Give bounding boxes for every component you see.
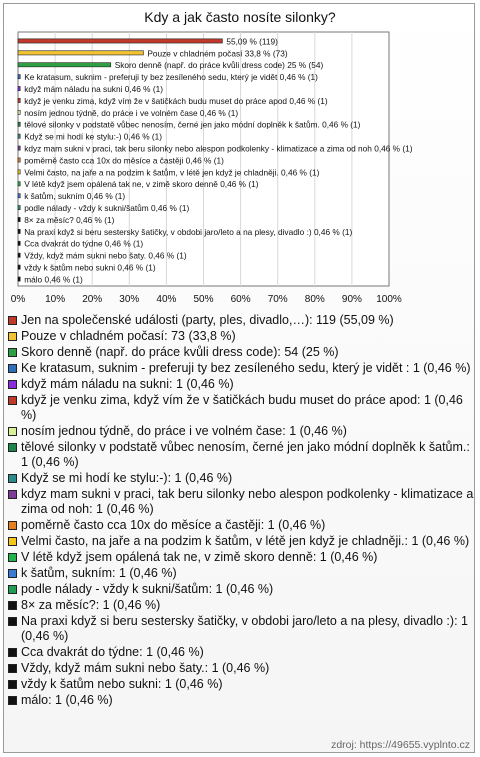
legend-label: Jen na společenské události (party, ples, divadlo,…): 119 (55,09 %) xyxy=(21,313,394,327)
legend-swatch xyxy=(8,617,17,626)
legend-swatch xyxy=(8,664,17,673)
legend-swatch xyxy=(8,537,17,546)
legend-item xyxy=(8,614,474,644)
legend-label: Velmi často, na jaře a na podzim k šatům, v létě jen když je chladněji.: 1 (0,46 %) xyxy=(21,534,470,548)
legend-item xyxy=(8,487,474,517)
bar xyxy=(18,229,20,233)
legend-item xyxy=(8,598,474,613)
bar-data-label: vždy k šatům nebo sukni 0,46 % (1) xyxy=(24,262,156,273)
x-tick-label: 20% xyxy=(82,294,103,305)
legend-label: Vždy, když mám sukni nebo šaty.: 1 (0,46 %) xyxy=(21,661,270,675)
bar xyxy=(18,253,20,257)
legend-item xyxy=(8,424,474,439)
legend-label: Na praxi když si beru sestersky šatičky, v obdobi jaro/leto a na plesy, divadlo :): 1 (0,46 %) xyxy=(21,614,468,643)
legend-label: Skoro denně (např. do práce kvůli dress code): 54 (25 %) xyxy=(21,345,339,359)
bar-data-label: 55,09 % (119) xyxy=(226,36,278,47)
bar xyxy=(18,75,20,79)
legend-item xyxy=(8,440,474,470)
bar xyxy=(18,194,20,198)
legend-swatch xyxy=(8,490,17,499)
bar-data-label: Na praxi když si beru sestersky šatičky, v obdobi jaro/leto a na plesy, divadlo :) 0,46 % (1) xyxy=(24,226,353,237)
bar-data-label: málo 0,46 % (1) xyxy=(24,274,83,285)
bar xyxy=(18,158,20,162)
legend-swatch xyxy=(8,696,17,705)
legend-item xyxy=(8,550,474,565)
bar-chart xyxy=(0,0,480,310)
legend-label: podle nálady - vždy k sukni/šatům: 1 (0,46 %) xyxy=(21,582,274,596)
legend-label: když mám náladu na sukni: 1 (0,46 %) xyxy=(21,377,234,391)
bar xyxy=(18,170,20,174)
bar xyxy=(18,206,20,210)
legend-item xyxy=(8,393,474,423)
bar-data-label: když je venku zima, když vím že v šatičkách budu muset do práce apod 0,46 % (1) xyxy=(24,95,328,106)
x-tick-label: 90% xyxy=(341,294,362,305)
legend-swatch xyxy=(8,474,17,483)
bar xyxy=(18,110,20,114)
legend-swatch xyxy=(8,316,17,325)
legend-item xyxy=(8,471,474,486)
legend-label: Pouze v chladném počasí: 73 (33,8 %) xyxy=(21,329,236,343)
x-tick-label: 100% xyxy=(376,294,402,305)
legend-item xyxy=(8,377,474,392)
legend-item xyxy=(8,361,474,376)
bar xyxy=(18,122,20,126)
bar-data-label: poměrně často cca 10x do měsíce a častěji 0,46 % (1) xyxy=(24,155,224,166)
legend-swatch xyxy=(8,601,17,610)
bar xyxy=(18,241,20,245)
x-tick-label: 60% xyxy=(230,294,251,305)
legend-swatch xyxy=(8,648,17,657)
legend-item xyxy=(8,534,474,549)
legend-swatch xyxy=(8,443,17,452)
bar xyxy=(18,265,20,269)
legend-label: vždy k šatům nebo sukni: 1 (0,46 %) xyxy=(21,677,223,691)
legend-label: když je venku zima, když vím že v šatičkách budu muset do práce apod: 1 (0,46 %) xyxy=(21,393,463,422)
legend-label: kdyz mam sukni v praci, tak beru silonky nebo alespon podkolenky - klimatizace a zima od noh: 1 (0,46 %) xyxy=(21,487,474,516)
bar xyxy=(18,39,222,43)
bar-data-label: V létě když jsem opálená tak ne, v zimě skoro denně 0,46 % (1) xyxy=(24,179,259,190)
bar xyxy=(18,98,20,102)
legend-swatch xyxy=(8,396,17,405)
legend-swatch xyxy=(8,585,17,594)
legend-swatch xyxy=(8,569,17,578)
legend-label: k šatům, sukním: 1 (0,46 %) xyxy=(21,566,177,580)
bar-data-label: podle nálady - vždy k sukni/šatům 0,46 % (1) xyxy=(24,203,190,214)
x-tick-label: 10% xyxy=(45,294,66,305)
bar-data-label: Když se mi hodí ke stylu:-) 0,46 % (1) xyxy=(24,131,163,142)
x-tick-label: 50% xyxy=(193,294,214,305)
chart-title: Kdy a jak často nosíte silonky? xyxy=(144,9,336,25)
legend-label: nosím jednou týdně, do práce i ve volném čase: 1 (0,46 %) xyxy=(21,424,347,438)
source-credit: zdroj: https://49655.vyplnto.cz xyxy=(331,739,470,751)
legend-swatch xyxy=(8,427,17,436)
bar-data-label: Skoro denně (např. do práce kvůli dress code) 25 % (54) xyxy=(114,60,324,71)
x-tick-label: 40% xyxy=(156,294,177,305)
legend-swatch xyxy=(8,521,17,530)
legend-item xyxy=(8,661,474,676)
bar-data-label: tělové silonky v podstatě vůbec nenosím, černé jen jako módní doplněk k šatům. 0,46 % (1) xyxy=(24,119,361,130)
bar-data-label: kdyz mam sukni v praci, tak beru silonky nebo alespon podkolenky - klimatizace a zima od noh 0,46 % (1) xyxy=(24,143,413,154)
legend-swatch xyxy=(8,380,17,389)
bar xyxy=(18,182,20,186)
x-tick-label: 80% xyxy=(304,294,325,305)
bar xyxy=(18,63,111,67)
legend-label: V létě když jsem opálená tak ne, v zimě skoro denně: 1 (0,46 %) xyxy=(21,550,378,564)
bar-data-label: Velmi často, na jaře a na podzim k šatům, v létě jen když je chladněji. 0,46 % (1) xyxy=(24,167,320,178)
legend-item xyxy=(8,677,474,692)
bar-data-label: když mám náladu na sukni 0,46 % (1) xyxy=(24,83,164,94)
legend-label: Cca dvakrát do týdne: 1 (0,46 %) xyxy=(21,645,204,659)
bar-data-label: Cca dvakrát do týdne 0,46 % (1) xyxy=(24,238,144,249)
bar xyxy=(18,86,20,90)
legend-swatch xyxy=(8,364,17,373)
bar xyxy=(18,277,20,281)
bar xyxy=(18,134,20,138)
legend-item xyxy=(8,645,474,660)
legend-label: poměrně často cca 10x do měsíce a častěji: 1 (0,46 %) xyxy=(21,518,326,532)
bar xyxy=(18,146,20,150)
bar-data-label: Ke kratasum, suknim - preferuji ty bez zesíleného sedu, který je vidět 0,46 % (1) xyxy=(24,72,318,83)
bar-data-label: 8× za měsíc? 0,46 % (1) xyxy=(24,214,115,225)
legend-item xyxy=(8,566,474,581)
bar-data-label: Pouze v chladném počasí 33,8 % (73) xyxy=(147,48,288,59)
legend-item xyxy=(8,329,474,344)
legend-swatch xyxy=(8,553,17,562)
bar-data-label: nosím jednou týdně, do práce i ve volném čase 0,46 % (1) xyxy=(24,107,239,118)
legend-item xyxy=(8,582,474,597)
chart-legend xyxy=(8,313,474,709)
bar xyxy=(18,217,20,221)
legend-item xyxy=(8,693,474,708)
legend-label: 8× za měsíc?: 1 (0,46 %) xyxy=(21,598,161,612)
legend-label: málo: 1 (0,46 %) xyxy=(21,693,113,707)
legend-swatch xyxy=(8,680,17,689)
legend-label: Ke kratasum, suknim - preferuji ty bez zesíleného sedu, který je vidět : 1 (0,46 %) xyxy=(21,361,471,375)
legend-item xyxy=(8,313,474,328)
x-tick-label: 30% xyxy=(119,294,140,305)
bar-data-label: Vždy, když mám sukni nebo šaty. 0,46 % (1) xyxy=(24,250,187,261)
legend-item xyxy=(8,345,474,360)
legend-swatch xyxy=(8,348,17,357)
x-tick-label: 70% xyxy=(267,294,288,305)
legend-item xyxy=(8,518,474,533)
legend-label: Když se mi hodí ke stylu:-): 1 (0,46 %) xyxy=(21,471,233,485)
bar-data-label: k šatům, sukním 0,46 % (1) xyxy=(24,191,126,202)
legend-label: tělové silonky v podstatě vůbec nenosím, černé jen jako módní doplněk k šatům.: 1 (0,46 %) xyxy=(21,440,470,469)
bar xyxy=(18,51,143,55)
legend-swatch xyxy=(8,332,17,341)
x-tick-label: 0% xyxy=(10,294,26,305)
